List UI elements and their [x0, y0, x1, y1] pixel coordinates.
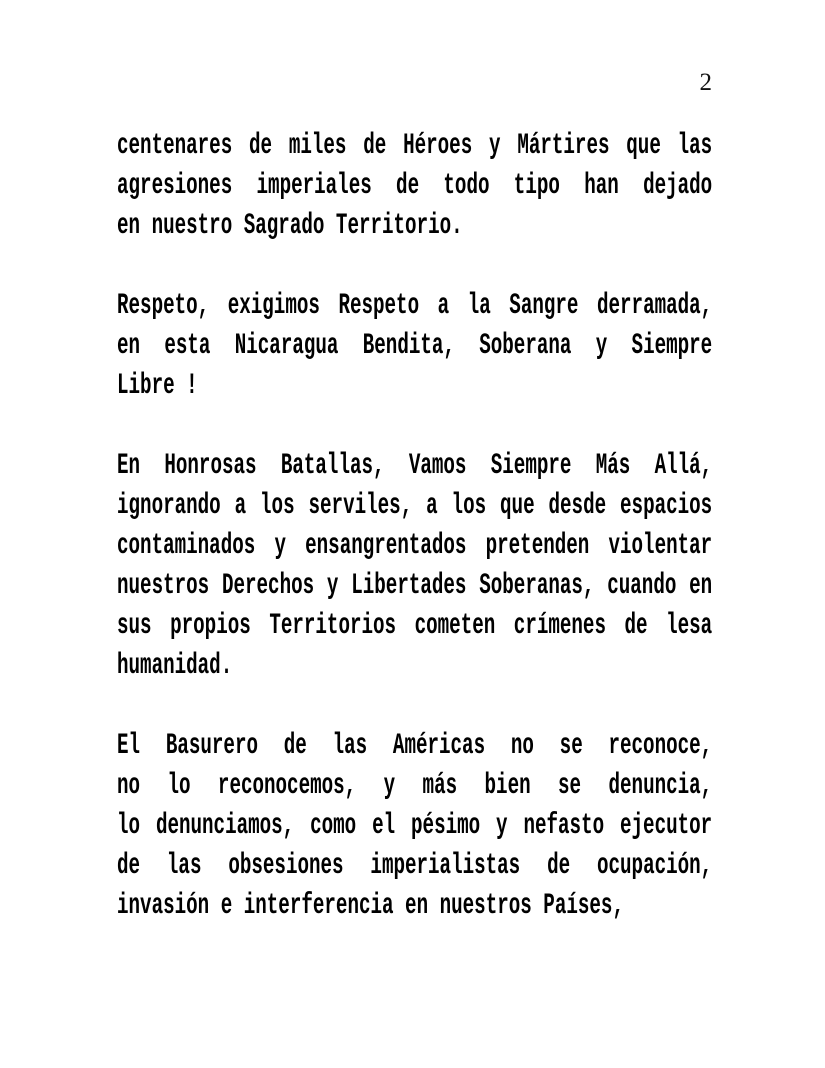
paragraph — [117, 286, 712, 406]
text-line: en nuestro Sagrado Territorio. — [117, 209, 463, 243]
text-line: de las obsesiones imperialistas de ocupación, — [117, 849, 713, 883]
text-line: sus propios Territorios cometen crímenes de lesa — [117, 609, 713, 643]
text-line: agresiones imperiales de todo tipo han dejado — [117, 169, 713, 203]
text-line: en esta Nicaragua Bendita, Soberana y Siempre — [117, 329, 713, 363]
paragraph — [117, 446, 712, 686]
text-line: humanidad. — [117, 649, 233, 683]
text-line: El Basurero de las Américas no se reconoce, — [117, 729, 713, 763]
text-line: Libre ! — [117, 369, 198, 403]
text-line: contaminados y ensangrentados pretenden violentar — [117, 529, 713, 563]
text-line: lo denunciamos, como el pésimo y nefasto ejecutor — [117, 809, 713, 843]
document-body — [117, 126, 712, 966]
page-number: 2 — [699, 69, 712, 96]
paragraph — [117, 726, 712, 926]
text-line: nuestros Derechos y Libertades Soberanas, cuando en — [117, 569, 713, 603]
text-line: ignorando a los serviles, a los que desde espacios — [117, 489, 713, 523]
paragraph — [117, 126, 712, 246]
text-line: En Honrosas Batallas, Vamos Siempre Más Allá, — [117, 449, 713, 483]
text-line: no lo reconocemos, y más bien se denuncia, — [117, 769, 713, 803]
text-line: centenares de miles de Héroes y Mártires que las — [117, 129, 713, 163]
text-line: invasión e interferencia en nuestros Países, — [117, 889, 624, 923]
text-line: Respeto, exigimos Respeto a la Sangre derramada, — [117, 289, 713, 323]
